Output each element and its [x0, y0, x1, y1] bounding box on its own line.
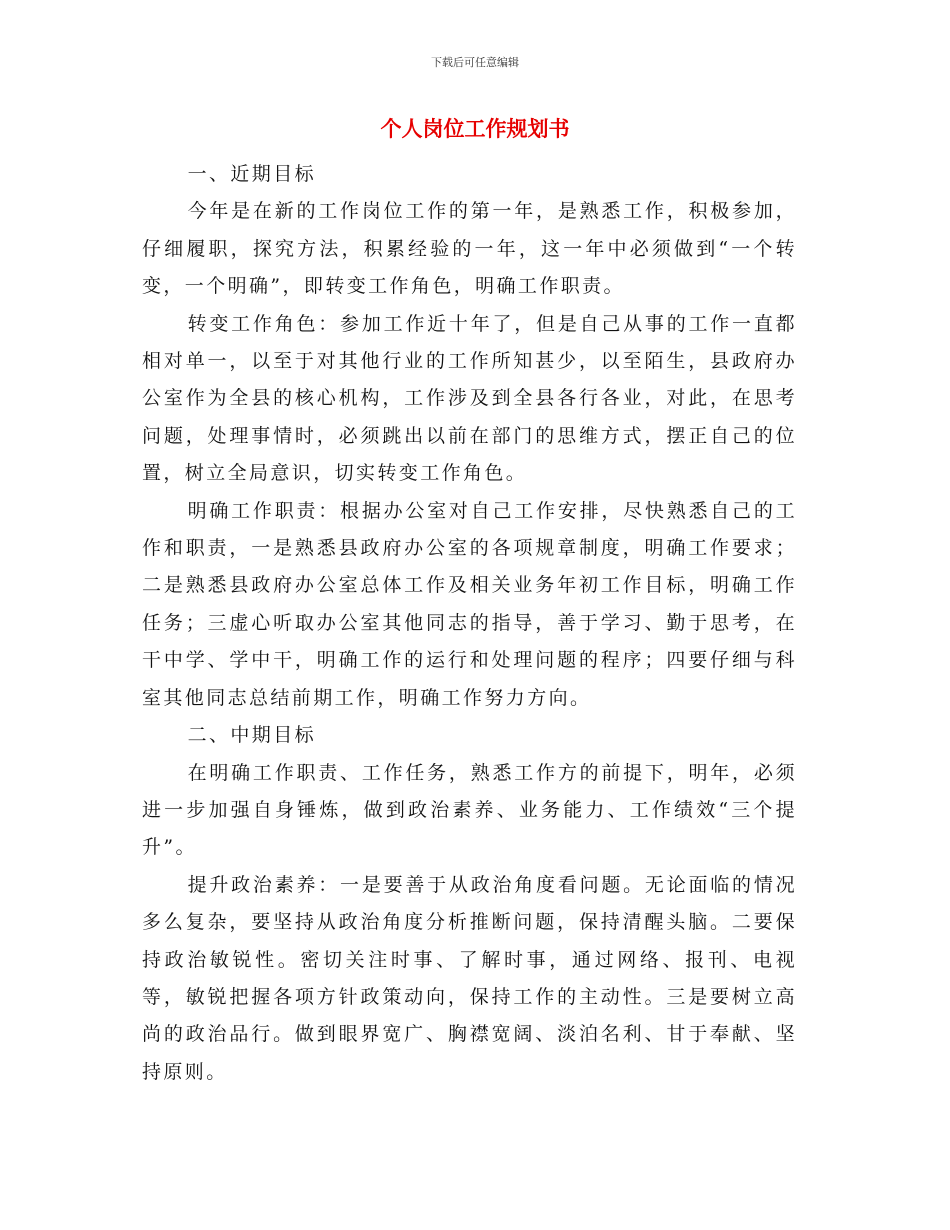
paragraph: 提升政治素养：一是要善于从政治角度看问题。无论面临的情况多么复杂，要坚持从政治角度分析推断问题，保持清醒头脑。二要保持政治敏锐性。密切关注时事、了解时事，通过网络、报刊、电视等，敏锐把握各项方针政策动向，保持工作的主动性。三是要树立高尚的政治品行。做到眼界宽广、胸襟宽阔、淡泊名利、甘于奉献、坚持原则。	[142, 873, 797, 1083]
paragraph: 转变工作角色：参加工作近十年了，但是自己从事的工作一直都相对单一，以至于对其他行业的工作所知甚少，以至陌生，县政府办公室作为全县的核心机构，工作涉及到全县各行各业，对此，在思考问题，处理事情时，必须跳出以前在部门的思维方式，摆正自己的位置，树立全局意识，切实转变工作角色。	[142, 312, 797, 485]
paragraph: 今年是在新的工作岗位工作的第一年，是熟悉工作，积极参加，仔细履职，探究方法，积累经验的一年，这一年中必须做到“一个转变，一个明确”，即转变工作角色，明确工作职责。	[142, 200, 797, 298]
header-note: 下载后可任意编辑	[431, 56, 519, 69]
document-title: 个人岗位工作规划书	[380, 117, 570, 141]
section-heading-near-term: 一、近期目标	[187, 163, 316, 185]
document-body	[142, 156, 797, 1091]
paragraph: 明确工作职责：根据办公室对自己工作安排，尽快熟悉自己的工作和职责，一是熟悉县政府办公室的各项规章制度，明确工作要求；二是熟悉县政府办公室总体工作及相关业务年初工作目标，明确工作任务；三虚心听取办公室其他同志的指导，善于学习、勤于思考，在干中学、学中干，明确工作的运行和处理问题的程序；四要仔细与科室其他同志总结前期工作，明确工作努力方向。	[142, 499, 797, 709]
section-heading-mid-term: 二、中期目标	[187, 724, 316, 747]
paragraph: 在明确工作职责、工作任务，熟悉工作方的前提下，明年，必须进一步加强自身锤炼，做到政治素养、业务能力、工作绩效“三个提升”。	[142, 761, 797, 859]
